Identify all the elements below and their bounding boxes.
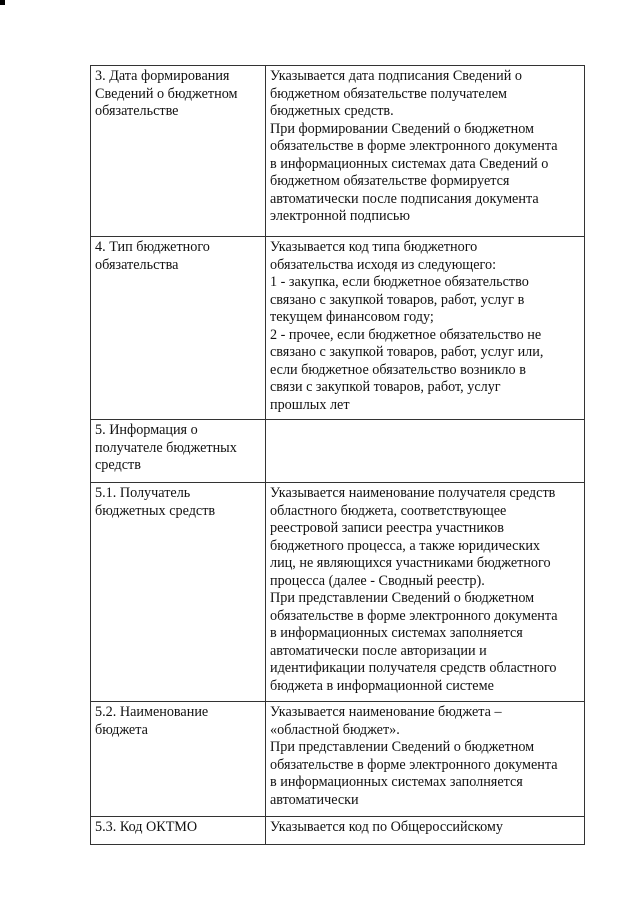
description-line: автоматически после авторизации и (270, 642, 487, 659)
description-line: обязательстве в форме электронного документа (270, 756, 558, 773)
field-name-line: 5.1. Получатель (95, 485, 191, 501)
budget-obligation-fields-table (90, 65, 585, 845)
description-line: бюджетных средств. (270, 103, 394, 119)
description-line: обязательстве в форме электронного документа (270, 607, 558, 624)
description-line: При представлении Сведений о бюджетном (270, 590, 535, 606)
description-line: обязательства исходя из следующего: (270, 256, 497, 273)
description-line: «областной бюджет». (270, 721, 400, 738)
field-name-line: 5. Информация о (95, 422, 198, 438)
table-row (91, 237, 585, 420)
description-line: Указывается наименование бюджета – (270, 704, 502, 720)
description-line: При формировании Сведений о бюджетном (270, 120, 535, 137)
field-name-line: получателе бюджетных (95, 439, 237, 456)
field-name-line: бюджета (95, 721, 148, 738)
description-line: Указывается наименование получателя средств (270, 485, 556, 501)
description-line: При представлении Сведений о бюджетном (270, 739, 535, 755)
field-description-cell (266, 66, 585, 237)
field-name-line: средств (95, 457, 141, 473)
field-name-line: 5.2. Наименование (95, 704, 209, 720)
description-line: процесса (далее - Сводный реестр). (270, 572, 485, 589)
field-name-cell (91, 237, 266, 420)
description-line: реестровой записи реестра участников (270, 520, 504, 536)
description-line: прошлых лет (270, 396, 350, 413)
field-name-cell (91, 66, 266, 237)
field-name-line: 4. Тип бюджетного (95, 239, 210, 255)
description-line: бюджетном обязательстве получателем (270, 85, 507, 102)
description-line: автоматически после подписания документа (270, 190, 539, 207)
table-row (91, 66, 585, 237)
description-line: текущем финансовом году; (270, 309, 434, 325)
description-line: Указывается код типа бюджетного (270, 239, 478, 255)
description-line: областного бюджета, соответствующее (270, 502, 507, 519)
table-row (91, 702, 585, 817)
field-description-cell (266, 702, 585, 817)
field-name-line: 3. Дата формирования (95, 68, 230, 84)
field-name-line: обязательства (95, 256, 179, 273)
field-name-cell (91, 817, 266, 845)
description-line: лиц, не являющихся участниками бюджетного (270, 555, 551, 571)
table-row (91, 483, 585, 702)
field-name-cell (91, 420, 266, 483)
description-line: бюджета в информационной системе (270, 677, 494, 694)
field-description-cell (266, 237, 585, 420)
description-line: Указывается дата подписания Сведений о (270, 68, 522, 84)
description-line: 1 - закупка, если бюджетное обязательство (270, 274, 529, 290)
description-line: связано с закупкой товаров, работ, услуг в (270, 291, 525, 308)
description-line: Указывается код по Общероссийскому (270, 819, 503, 835)
description-line: электронной подписью (270, 208, 410, 224)
field-name-line: Сведений о бюджетном (95, 85, 238, 102)
description-line: в информационных системах заполняется (270, 625, 523, 641)
field-name-line: обязательстве (95, 103, 179, 119)
field-description-cell (266, 420, 585, 483)
table-row (91, 817, 585, 845)
field-description-cell (266, 817, 585, 845)
description-line: идентификации получателя средств областного (270, 660, 557, 676)
description-line: 2 - прочее, если бюджетное обязательство не (270, 326, 542, 343)
description-line: бюджетном обязательстве формируется (270, 173, 510, 189)
scan-corner-mark (0, 0, 5, 5)
description-line: автоматически (270, 791, 359, 808)
description-line: обязательстве в форме электронного документа (270, 138, 558, 154)
field-description-cell (266, 483, 585, 702)
field-name-cell (91, 702, 266, 817)
field-name-line: 5.3. Код ОКТМО (95, 819, 198, 835)
description-line: бюджетного процесса, а также юридических (270, 537, 541, 554)
description-line: связи с закупкой товаров, работ, услуг (270, 379, 501, 395)
description-line: связано с закупкой товаров, работ, услуг или, (270, 344, 544, 360)
description-line: в информационных системах дата Сведений о (270, 155, 549, 172)
description-line: в информационных системах заполняется (270, 774, 523, 790)
description-line: если бюджетное обязательство возникло в (270, 361, 526, 378)
field-name-cell (91, 483, 266, 702)
table-row (91, 420, 585, 483)
field-name-line: бюджетных средств (95, 502, 216, 519)
